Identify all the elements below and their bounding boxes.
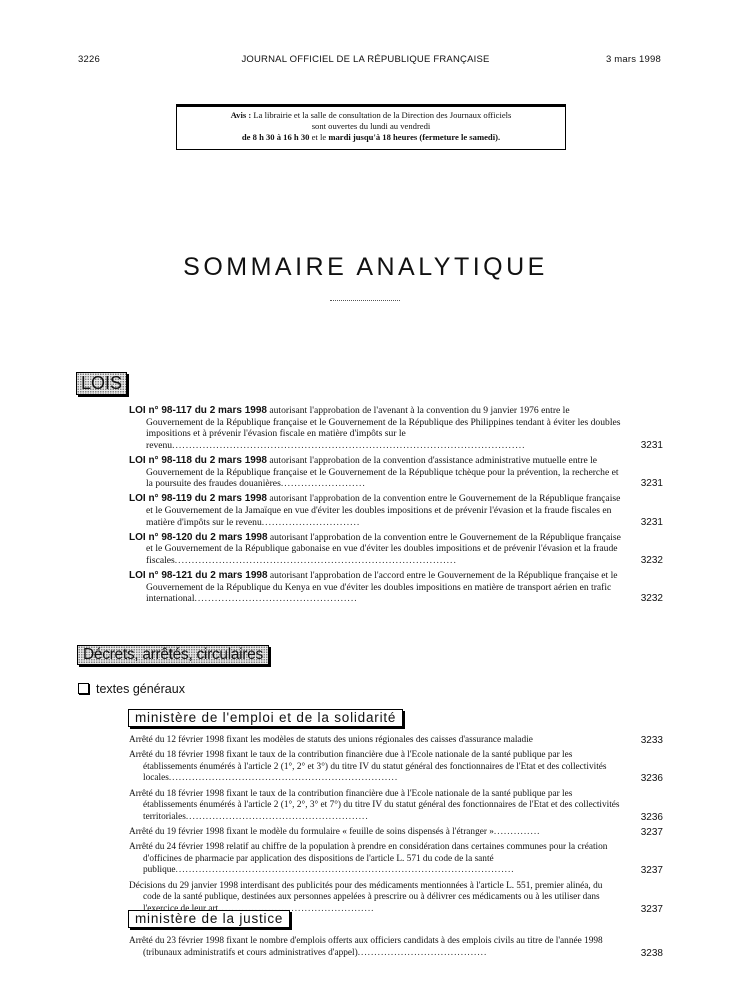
arrete-description: Arrêté du 19 février 1998 fixant le modèle du formulaire « feuille de soins dispensés à l'étranger » — [129, 826, 494, 837]
loi-description: autorisant l'approbation de l'accord entre le Gouvernement de la République française et le Gouvernement de la République du Kenya en vue d'éviter les doubles impositions en matière de transport aérien en trafic international — [146, 570, 618, 605]
loi-reference: LOI n° 98-118 du 2 mars 1998 — [129, 454, 267, 466]
arrete-entry[interactable]: Arrêté du 23 février 1998 fixant le nombre d'emplois offerts aux officiers candidats à des emplois civils au titre de l'année 1998 (tribunaux administratifs et cours administratives d'appel)....................................... 3238 — [129, 936, 663, 959]
notice-hours: de 8 h 30 à 16 h 30 — [241, 132, 310, 142]
arrete-entry[interactable]: Arrêté du 24 février 1998 relatif au chiffre de la population à prendre en considération dans certaines communes pour la création d'officines de pharmacie par application des dispositions de l'article L. 571 du code de la santé publique...................................................................................................... 3237 — [129, 842, 663, 877]
loi-reference: LOI n° 98-117 du 2 mars 1998 — [129, 405, 267, 416]
loi-entry[interactable]: LOI n° 98-117 du 2 mars 1998 autorisant l'approbation de l'avenant à la convention du 9 janvier 1976 entre le Gouvernement de la République française et le Gouvernement de la République des Philippines tendant à éviter les doubles impositions et à prévenir l'évasion fiscale en matière d'impôts sur le revenu........................................................................................................ 3231 — [129, 405, 663, 451]
loi-reference: LOI n° 98-119 du 2 mars 1998 — [129, 493, 267, 505]
issue-date: 3 mars 1998 — [605, 54, 661, 65]
emploi-entry-list — [129, 735, 663, 919]
entry-page-number: 3237 — [640, 826, 663, 838]
page-title: SOMMAIRE ANALYTIQUE — [183, 253, 548, 281]
entry-page-number: 3236 — [640, 773, 663, 785]
decrets-section-heading: Décrets, arrêtés, circulaires — [77, 645, 269, 665]
ministry-heading-emploi: ministère de l'emploi et de la solidarité — [128, 709, 403, 727]
loi-description: autorisant l'approbation de la convention entre le Gouvernement de la République française et le Gouvernement de la République gabonaise en vue d'éviter les doubles impositions et de prévenir l'évasion et la fraude fiscales — [146, 531, 621, 566]
arrete-entry[interactable]: Décisions du 29 janvier 1998 interdisant des publicités pour des médicaments mentionnées à l'article L. 551, premier alinéa, du code de la santé publique, destinées aux personnes appelées à prescrire ou à délivrer ces médicaments ou à les utiliser dans l'exercice de leur art............................................... 3237 — [129, 880, 663, 915]
arrete-entry[interactable]: Arrêté du 19 février 1998 fixant le modèle du formulaire « feuille de soins dispensés à l'étranger ».............. 3237 — [129, 826, 663, 838]
entry-page-number: 3231 — [640, 439, 663, 451]
entry-page-number: 3237 — [640, 903, 663, 915]
loi-reference: LOI n° 98-120 du 2 mars 1998 — [129, 531, 268, 543]
arrete-description: Arrêté du 18 février 1998 fixant le taux de la contribution financière due à l'Ecole nationale de la santé publique par les établissements énumérés à l'article 2 (1°, 2° et 3°) du titre IV du statut général des fonctionnaires de l'Etat et des collectivités locales — [129, 750, 607, 784]
journal-title: JOURNAL OFFICIEL DE LA RÉPUBLIQUE FRANÇAISE — [241, 54, 490, 65]
page-number: 3226 — [78, 54, 100, 65]
entry-page-number: 3232 — [640, 554, 663, 566]
loi-description: autorisant l'approbation de l'avenant à la convention du 9 janvier 1976 entre le Gouvernement de la République française et le Gouvernement de la République des Philippines tendant à éviter les doubles impositions et à prévenir l'évasion fiscale en matière d'impôts sur le revenu — [146, 405, 621, 451]
notice-connector: et le — [311, 132, 327, 142]
notice-line-2: sont ouvertes du lundi au vendredi — [311, 121, 431, 131]
opening-hours-notice — [176, 104, 566, 150]
loi-reference: LOI n° 98-121 du 2 mars 1998 — [129, 570, 268, 582]
subsection-heading — [78, 682, 185, 696]
loi-description: autorisant l'approbation de la convention entre le Gouvernement de la République française et le Gouvernement de la Jamaïque en vue d'éviter les doubles impositions et de prévenir l'évasion et la fraude fiscales en matière d'impôts sur le revenu — [146, 493, 621, 528]
arrete-entry[interactable] — [129, 735, 663, 747]
notice-line-1: La librairie et la salle de consultation de la Direction des Journaux officiels — [253, 110, 512, 120]
arrete-description: Arrêté du 24 février 1998 relatif au chiffre de la population à prendre en considération dans certaines communes pour la création d'officines de pharmacie par application des dispositions de l'article L. 571 du code de la santé publique — [129, 842, 608, 876]
loi-entry[interactable]: LOI n° 98-121 du 2 mars 1998 autorisant l'approbation de l'accord entre le Gouvernement de la République française et le Gouvernement de la République du Kenya en vue d'éviter les doubles impositions en matière de transport aérien en trafic international................................................ 3232 — [129, 570, 663, 605]
checkbox-square-icon — [78, 683, 89, 694]
notice-label: Avis : — [230, 110, 252, 120]
loi-entry[interactable]: LOI n° 98-118 du 2 mars 1998 autorisant l'approbation de la convention d'assistance administrative mutuelle entre le Gouvernement de la République française et le Gouvernement de la République tchèque pour la prévention, la recherche et la poursuite des fraudes douanières......................... 3231 — [129, 454, 663, 490]
justice-entry-list — [129, 936, 663, 963]
entry-page-number: 3236 — [640, 811, 663, 823]
entry-page-number: 3233 — [640, 735, 663, 746]
loi-entry[interactable]: LOI n° 98-119 du 2 mars 1998 autorisant l'approbation de la convention entre le Gouvernement de la République française et le Gouvernement de la Jamaïque en vue d'éviter les doubles impositions et de prévenir l'évasion et la fraude fiscales en matière d'impôts sur le revenu............................. 3231 — [129, 493, 663, 528]
arrete-description: Arrêté du 12 février 1998 fixant les modèles de statuts des unions régionales des caisses d'assurance maladie — [129, 735, 533, 745]
ministry-heading-justice: ministère de la justice — [128, 910, 290, 928]
title-divider — [330, 300, 400, 301]
entry-page-number: 3231 — [640, 478, 663, 490]
arrete-entry[interactable]: Arrêté du 18 février 1998 fixant le taux de la contribution financière due à l'Ecole nationale de la santé publique par les établissements énumérés à l'article 2 (1°, 2° et 3°) du titre IV du statut général des fonctionnaires de l'Etat et des collectivités locales..................................................................... 3236 — [129, 750, 663, 785]
lois-entry-list — [129, 405, 663, 608]
lois-section-heading: LOIS — [76, 372, 127, 395]
arrete-entry[interactable]: Arrêté du 18 février 1998 fixant le taux de la contribution financière due à l'Ecole nationale de la santé publique par les établissements énumérés à l'article 2 (1°, 2°, 3° et 7°) du titre IV du statut général des fonctionnaires de l'Etat et des collectivités territoriales....................................................... 3236 — [129, 788, 663, 823]
entry-page-number: 3231 — [640, 516, 663, 528]
subsection-label: textes généraux — [96, 682, 185, 696]
loi-description: autorisant l'approbation de la convention d'assistance administrative mutuelle entre le Gouvernement de la République française et le Gouvernement de la République tchèque pour la prévention, la recherche et la poursuite des fraudes douanières — [146, 454, 619, 490]
entry-page-number: 3232 — [640, 593, 663, 605]
arrete-description: Arrêté du 23 février 1998 fixant le nombre d'emplois offerts aux officiers candidats à des emplois civils au titre de l'année 1998 (tribunaux administratifs et cours administratives d'appel) — [129, 936, 603, 958]
loi-entry[interactable]: LOI n° 98-120 du 2 mars 1998 autorisant l'approbation de la convention entre le Gouvernement de la République française et le Gouvernement de la République gabonaise en vue d'éviter les doubles impositions et de prévenir l'évasion et la fraude fiscales................................................................................... 3232 — [129, 531, 663, 566]
arrete-description: Arrêté du 18 février 1998 fixant le taux de la contribution financière due à l'Ecole nationale de la santé publique par les établissements énumérés à l'article 2 (1°, 2°, 3° et 7°) du titre IV du statut général des fonctionnaires de l'Etat et des collectivités territoriales — [129, 788, 620, 822]
notice-tuesday-hours: mardi jusqu'à 18 heures (fermeture le samedi). — [328, 132, 501, 142]
entry-page-number: 3238 — [640, 947, 663, 959]
arrete-description: Décisions du 29 janvier 1998 interdisant des publicités pour des médicaments mentionnées à l'article L. 551, premier alinéa, du code de la santé publique, destinées aux personnes appelées à prescrire ou à délivrer ces médicaments ou à les utiliser dans l'exercice de leur art — [129, 880, 603, 914]
entry-page-number: 3237 — [640, 865, 663, 877]
